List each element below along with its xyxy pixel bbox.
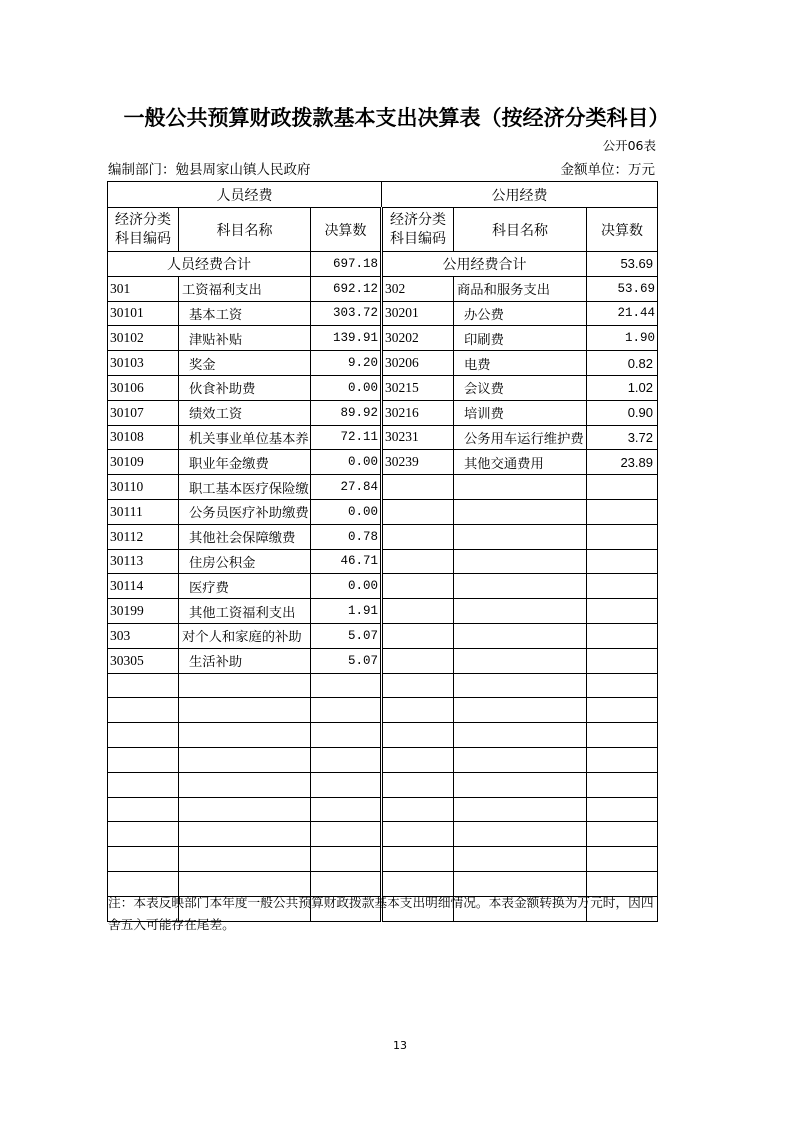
personnel-code-cell: 30108	[108, 425, 179, 450]
personnel-amount-cell: 0.00	[311, 450, 382, 475]
public-name-cell	[454, 623, 587, 648]
department-label: 编制部门：勉县周家山镇人民政府	[108, 162, 311, 178]
public-name-cell	[454, 747, 587, 772]
personnel-code-cell: 30106	[108, 375, 179, 400]
table-row	[108, 822, 658, 847]
public-amount-cell	[587, 549, 658, 574]
personnel-amount-cell	[311, 822, 382, 847]
public-name-cell	[454, 772, 587, 797]
personnel-code-cell: 301	[108, 276, 179, 301]
public-code-cell	[382, 524, 454, 549]
public-code-cell: 30206	[382, 351, 454, 376]
table-row	[108, 599, 658, 624]
public-name-cell: 印刷费	[454, 326, 587, 351]
public-name-cell	[454, 499, 587, 524]
public-code-cell: 30216	[382, 400, 454, 425]
table-row	[108, 623, 658, 648]
table-row	[108, 797, 658, 822]
personnel-name-cell: 机关事业单位基本养	[179, 425, 311, 450]
public-name-cell	[454, 524, 587, 549]
public-name-cell	[454, 822, 587, 847]
table-row	[108, 326, 658, 351]
personnel-amount-cell: 72.11	[311, 425, 382, 450]
public-code-cell	[382, 499, 454, 524]
personnel-code-cell	[108, 673, 179, 698]
public-code-cell: 30215	[382, 375, 454, 400]
table-row	[108, 351, 658, 376]
personnel-code-cell: 30112	[108, 524, 179, 549]
public-amount-cell	[587, 673, 658, 698]
public-amount-cell: 3.72	[587, 425, 658, 450]
public-name-cell	[454, 847, 587, 872]
public-amount-cell	[587, 599, 658, 624]
footnote: 注：本表反映部门本年度一般公共预算财政拨款基本支出明细情况。本表金额转换为万元时，因四舍五入可能存在尾差。	[108, 896, 654, 932]
page-number: 13	[393, 1039, 407, 1052]
public-group-header: 公用经费	[382, 182, 658, 208]
personnel-total-label: 人员经费合计	[108, 252, 311, 277]
public-amount-cell	[587, 574, 658, 599]
public-code-cell	[382, 623, 454, 648]
personnel-name-cell: 生活补助	[179, 648, 311, 673]
personnel-amount-cell: 5.07	[311, 623, 382, 648]
personnel-name-header: 科目名称	[179, 208, 311, 252]
personnel-name-cell	[179, 747, 311, 772]
personnel-amount-cell: 1.91	[311, 599, 382, 624]
totals-row	[108, 252, 658, 277]
personnel-name-cell: 对个人和家庭的补助	[179, 623, 311, 648]
personnel-amount-cell: 46.71	[311, 549, 382, 574]
personnel-total-value: 697.18	[311, 252, 382, 277]
table-row	[108, 549, 658, 574]
personnel-name-cell: 职业年金缴费	[179, 450, 311, 475]
column-header-row	[108, 208, 658, 252]
public-code-cell	[382, 574, 454, 599]
code-header-line2: 科目编码	[115, 230, 171, 247]
personnel-name-cell: 绩效工资	[179, 400, 311, 425]
personnel-code-cell	[108, 847, 179, 872]
personnel-amount-cell: 27.84	[311, 475, 382, 500]
public-name-cell: 电费	[454, 351, 587, 376]
public-total-value: 53.69	[587, 252, 658, 277]
personnel-code-cell: 30102	[108, 326, 179, 351]
personnel-name-cell	[179, 847, 311, 872]
public-name-cell	[454, 599, 587, 624]
code-header-line1: 经济分类	[115, 211, 171, 228]
table-row	[108, 648, 658, 673]
personnel-name-cell: 津贴补贴	[179, 326, 311, 351]
table-row	[108, 301, 658, 326]
public-name-cell	[454, 673, 587, 698]
personnel-code-cell: 30103	[108, 351, 179, 376]
personnel-amount-cell	[311, 797, 382, 822]
personnel-amount-cell	[311, 698, 382, 723]
personnel-code-cell	[108, 698, 179, 723]
public-name-cell: 其他交通费用	[454, 450, 587, 475]
table-row	[108, 723, 658, 748]
public-amount-cell	[587, 747, 658, 772]
table-row	[108, 772, 658, 797]
table-row	[108, 375, 658, 400]
public-code-cell: 30231	[382, 425, 454, 450]
public-amount-cell: 1.90	[587, 326, 658, 351]
code-header-line1: 经济分类	[390, 211, 446, 228]
personnel-code-cell	[108, 797, 179, 822]
public-amount-cell	[587, 847, 658, 872]
personnel-amount-cell: 303.72	[311, 301, 382, 326]
table-row	[108, 747, 658, 772]
personnel-code-cell: 30305	[108, 648, 179, 673]
public-name-header: 科目名称	[454, 208, 587, 252]
public-name-cell: 公务用车运行维护费	[454, 425, 587, 450]
personnel-code-cell: 30101	[108, 301, 179, 326]
form-number: 公开06表	[602, 138, 656, 153]
personnel-amount-cell	[311, 673, 382, 698]
public-code-cell: 30239	[382, 450, 454, 475]
public-code-cell	[382, 747, 454, 772]
personnel-name-cell: 职工基本医疗保险缴	[179, 475, 311, 500]
code-header-line2: 科目编码	[390, 230, 446, 247]
public-name-cell: 商品和服务支出	[454, 276, 587, 301]
public-name-cell: 培训费	[454, 400, 587, 425]
table-row	[108, 524, 658, 549]
public-name-cell	[454, 549, 587, 574]
public-code-cell	[382, 475, 454, 500]
personnel-name-cell: 公务员医疗补助缴费	[179, 499, 311, 524]
table-row	[108, 673, 658, 698]
personnel-code-cell	[108, 723, 179, 748]
public-code-cell	[382, 797, 454, 822]
personnel-name-cell	[179, 673, 311, 698]
amount-unit-label: 金额单位：万元	[560, 162, 655, 178]
personnel-amount-cell: 0.00	[311, 574, 382, 599]
personnel-amount-cell: 0.78	[311, 524, 382, 549]
public-name-cell	[454, 574, 587, 599]
table-row	[108, 276, 658, 301]
public-code-cell	[382, 698, 454, 723]
public-amount-cell	[587, 499, 658, 524]
public-name-cell	[454, 648, 587, 673]
personnel-name-cell: 工资福利支出	[179, 276, 311, 301]
public-name-cell	[454, 723, 587, 748]
personnel-amount-cell: 5.07	[311, 648, 382, 673]
public-code-cell	[382, 723, 454, 748]
personnel-amount-cell: 0.00	[311, 375, 382, 400]
page-title: 一般公共预算财政拨款基本支出决算表（按经济分类科目）	[123, 106, 670, 130]
public-amount-cell: 1.02	[587, 375, 658, 400]
public-total-label: 公用经费合计	[382, 252, 587, 277]
personnel-amount-cell	[311, 747, 382, 772]
group-header-row	[108, 182, 658, 208]
personnel-name-cell: 住房公积金	[179, 549, 311, 574]
public-name-cell	[454, 797, 587, 822]
public-code-cell	[382, 648, 454, 673]
personnel-amount-cell: 0.00	[311, 499, 382, 524]
table-row	[108, 574, 658, 599]
personnel-code-cell: 30111	[108, 499, 179, 524]
public-amount-cell	[587, 623, 658, 648]
personnel-amount-cell	[311, 847, 382, 872]
public-code-cell	[382, 847, 454, 872]
public-code-cell	[382, 673, 454, 698]
public-code-cell: 302	[382, 276, 454, 301]
expenditure-table	[107, 181, 658, 922]
public-amount-cell: 0.82	[587, 351, 658, 376]
personnel-code-cell: 303	[108, 623, 179, 648]
personnel-code-cell: 30110	[108, 475, 179, 500]
public-code-cell: 30202	[382, 326, 454, 351]
public-code-cell	[382, 822, 454, 847]
personnel-code-cell	[108, 772, 179, 797]
public-amount-header: 决算数	[587, 208, 658, 252]
personnel-amount-cell: 139.91	[311, 326, 382, 351]
public-code-cell	[382, 549, 454, 574]
personnel-code-cell: 30114	[108, 574, 179, 599]
personnel-code-cell: 30107	[108, 400, 179, 425]
public-code-cell: 30201	[382, 301, 454, 326]
public-amount-cell	[587, 648, 658, 673]
table-row	[108, 698, 658, 723]
personnel-code-cell: 30109	[108, 450, 179, 475]
table-row	[108, 400, 658, 425]
personnel-name-cell: 基本工资	[179, 301, 311, 326]
public-amount-cell: 21.44	[587, 301, 658, 326]
public-amount-cell	[587, 723, 658, 748]
personnel-name-cell	[179, 698, 311, 723]
personnel-name-cell: 伙食补助费	[179, 375, 311, 400]
personnel-name-cell	[179, 772, 311, 797]
public-amount-cell: 53.69	[587, 276, 658, 301]
personnel-code-cell	[108, 822, 179, 847]
public-amount-cell: 23.89	[587, 450, 658, 475]
public-name-cell	[454, 475, 587, 500]
table-row	[108, 450, 658, 475]
table-row	[108, 499, 658, 524]
public-amount-cell	[587, 797, 658, 822]
table-row	[108, 475, 658, 500]
public-code-header	[382, 208, 454, 252]
personnel-name-cell	[179, 797, 311, 822]
public-amount-cell	[587, 698, 658, 723]
personnel-amount-cell	[311, 723, 382, 748]
personnel-name-cell	[179, 822, 311, 847]
table-row	[108, 847, 658, 872]
personnel-code-cell: 30199	[108, 599, 179, 624]
public-amount-cell	[587, 772, 658, 797]
personnel-name-cell: 医疗费	[179, 574, 311, 599]
personnel-amount-cell: 89.92	[311, 400, 382, 425]
personnel-code-cell	[108, 747, 179, 772]
public-name-cell	[454, 698, 587, 723]
personnel-code-cell: 30113	[108, 549, 179, 574]
personnel-amount-cell: 9.20	[311, 351, 382, 376]
personnel-name-cell: 其他社会保障缴费	[179, 524, 311, 549]
public-amount-cell: 0.90	[587, 400, 658, 425]
personnel-amount-header: 决算数	[311, 208, 382, 252]
public-name-cell: 会议费	[454, 375, 587, 400]
public-amount-cell	[587, 524, 658, 549]
public-name-cell: 办公费	[454, 301, 587, 326]
personnel-name-cell: 奖金	[179, 351, 311, 376]
personnel-amount-cell	[311, 772, 382, 797]
public-amount-cell	[587, 475, 658, 500]
personnel-code-header	[108, 208, 179, 252]
personnel-amount-cell: 692.12	[311, 276, 382, 301]
personnel-name-cell: 其他工资福利支出	[179, 599, 311, 624]
table-row	[108, 425, 658, 450]
personnel-name-cell	[179, 723, 311, 748]
personnel-group-header: 人员经费	[108, 182, 382, 208]
public-amount-cell	[587, 822, 658, 847]
public-code-cell	[382, 599, 454, 624]
public-code-cell	[382, 772, 454, 797]
